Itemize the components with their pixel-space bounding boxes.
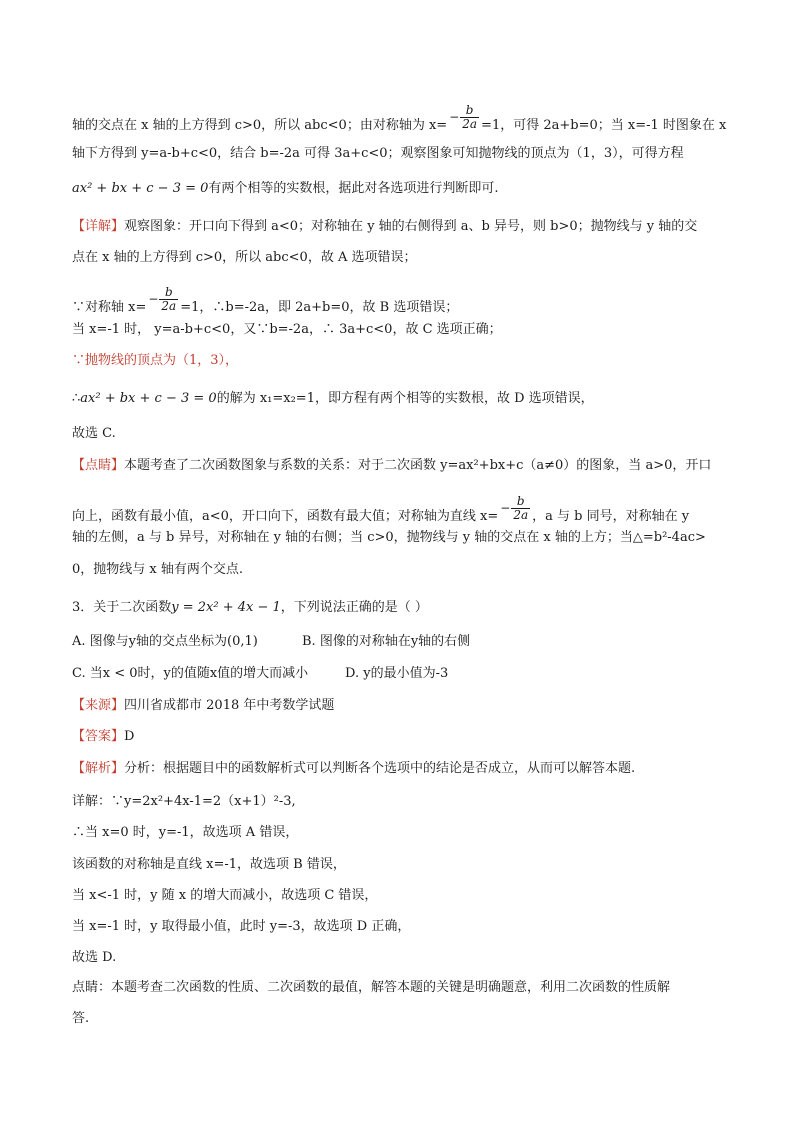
text-line: 当 x=-1 时， y=a-b+c<0，又∵b=-2a，∴ 3a+c<0，故 C 选项正确；	[72, 322, 502, 337]
option-d: D. y的最小值为-3	[345, 666, 449, 681]
text-line	[72, 457, 711, 475]
text-line: 详解：∵y=2x²+4x-1=2（x+1）²-3,	[72, 794, 296, 809]
text-span: ∴	[72, 391, 81, 406]
source-tag: 【来源】	[72, 698, 125, 713]
text-span: 有两个相等的实数根，据此对各选项进行判断即可.	[208, 181, 499, 196]
text-span: 观察图象：开口向下得到 a<0；对称轴在 y 轴的右侧得到 a、b 异号，则 b>0；抛物线与 y 轴的交	[124, 219, 698, 234]
answer-tag: 【答案】	[72, 729, 125, 744]
text-line	[72, 103, 727, 139]
text-line	[72, 180, 499, 198]
fraction-numerator: b	[465, 103, 474, 117]
text-line: 该函数的对称轴是直线 x=-1，故选项 B 错误，	[72, 857, 346, 872]
fraction: − $\frac{b}{2a}$	[449, 103, 478, 131]
fraction-denominator: 2a	[462, 117, 478, 131]
text-span: ，下列说法正确的是（ ）	[280, 600, 428, 615]
detail-tag: 【详解】	[72, 219, 125, 234]
text-line: 当 x=-1 时，y 取得最小值，此时 y=-3，故选项 D 正确，	[72, 919, 411, 934]
fraction-numerator: b	[516, 494, 525, 508]
question-stem	[72, 599, 428, 617]
text-span: 3．关于二次函数	[72, 600, 172, 615]
text-line	[72, 218, 697, 236]
text-span: ∵对称轴 x=	[72, 300, 147, 315]
comment-tag: 【点睛】	[72, 458, 125, 473]
text-line	[72, 494, 690, 530]
text-line: 当 x<-1 时，y 随 x 的增大而减小，故选项 C 错误，	[72, 888, 378, 903]
option-c: C. 当x < 0时，y的值随x值的增大而减小	[72, 666, 309, 681]
source-text: 四川省成都市 2018 年中考数学试题	[124, 698, 335, 713]
text-span: 向上，函数有最小值，a<0，开口向下，函数有最大值；对称轴为直线 x=	[72, 509, 499, 524]
text-span: =1，可得 2a+b=0；当 x=-1 时图象在 x	[481, 118, 727, 133]
text-line: 轴下方得到 y=a-b+c<0，结合 b=-2a 可得 3a+c<0；观察图象可知抛物线的顶点为（1，3），可得方程	[72, 146, 684, 161]
text-span: 的解为 x₁=x₂=1，即方程有两个相等的实数根，故 D 选项错误，	[216, 391, 594, 406]
text-span: 分析：根据题目中的函数解析式可以判断各个选项中的结论是否成立，从而可以解答本题.	[124, 761, 636, 776]
text-line	[72, 728, 134, 746]
fraction: − $\frac{b}{2a}$	[500, 494, 529, 522]
fraction-numerator: b	[164, 285, 173, 299]
text-line: 答.	[72, 1011, 90, 1026]
text-line	[72, 285, 459, 321]
option-b: B. 图像的对称轴在y轴的右侧	[302, 634, 471, 649]
answer-text: D	[124, 729, 135, 744]
text-line: 0，抛物线与 x 轴有两个交点.	[72, 562, 243, 577]
text-span: =1，∴b=-2a，即 2a+b=0，故 B 选项错误；	[180, 300, 459, 315]
fraction: − $\frac{b}{2a}$	[148, 285, 177, 313]
option-a: A. 图像与y轴的交点坐标为(0,1)	[72, 634, 258, 649]
text-line	[72, 760, 635, 778]
text-line	[72, 390, 594, 408]
text-line: 故选 C.	[72, 426, 116, 441]
fraction-denominator: 2a	[161, 299, 177, 313]
text-line: 轴的左侧，a 与 b 异号，对称轴在 y 轴的右侧；当 c>0，抛物线与 y 轴的交点在 x 轴的上方；当△=b²-4ac>	[72, 530, 706, 545]
equation: y = 2x² + 4x − 1	[171, 600, 281, 615]
text-line: 故选 D.	[72, 950, 117, 965]
text-line: ∴当 x=0 时，y=-1，故选项 A 错误，	[72, 825, 299, 840]
text-span: 轴的交点在 x 轴的上方得到 c>0，所以 abc<0；由对称轴为 x=	[72, 118, 448, 133]
text-span: 本题考查了二次函数图象与系数的关系：对于二次函数 y=ax²+bx+c（a≠0）的图象，当 a>0，开口	[124, 458, 712, 473]
text-line: ∵抛物线的顶点为（1，3），	[72, 353, 239, 368]
equation: ax² + bx + c − 3 = 0	[80, 391, 217, 406]
text-line: 点在 x 轴的上方得到 c>0，所以 abc<0，故 A 选项错误；	[72, 250, 417, 265]
analysis-tag: 【解析】	[72, 761, 125, 776]
fraction-denominator: 2a	[513, 508, 529, 522]
text-span: ，a 与 b 同号，对称轴在 y	[532, 509, 690, 524]
text-line: 点睛：本题考查二次函数的性质、二次函数的最值，解答本题的关键是明确题意，利用二次函数的性质解	[72, 980, 671, 995]
text-line	[72, 697, 334, 715]
equation: ax² + bx + c − 3 = 0	[72, 181, 209, 196]
